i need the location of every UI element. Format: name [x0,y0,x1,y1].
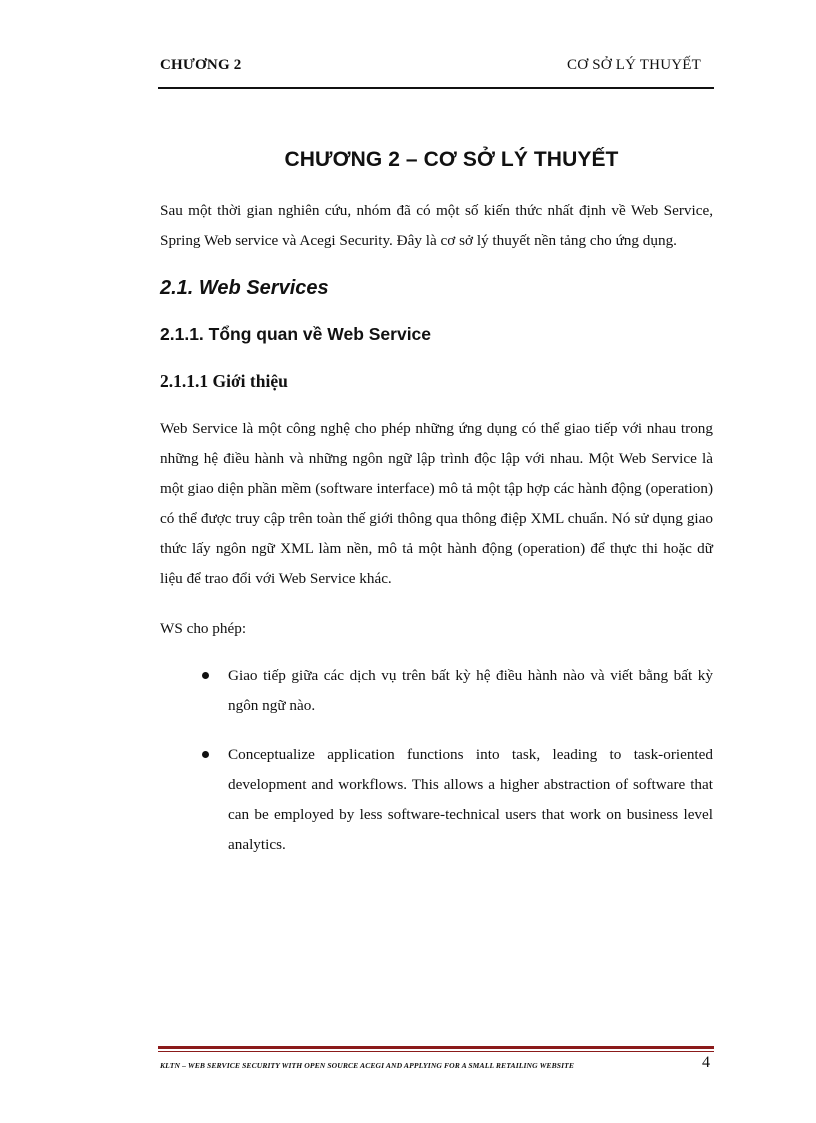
page-number: 4 [702,1054,710,1071]
header-chapter-topic: CƠ SỞ LÝ THUYẾT [567,57,701,73]
subsubsection-heading: 2.1.1.1 Giới thiệu [160,371,288,391]
bullet-icon [202,672,209,679]
page-header [160,57,714,89]
header-divider [158,87,714,89]
ws-label: WS cho phép: [160,620,247,637]
bullet-icon [202,751,209,758]
footer-divider-thick [158,1046,714,1049]
bullet-text: Conceptualize application functions into task, leading to task-oriented development and workflows. This allows a higher abstraction of software that can be employed by less software-technical users that work on business level analytics. [228,746,713,853]
footer-title: KLTN – WEB SERVICE SECURITY WITH OPEN SOURCE ACEGI AND APPLYING FOR A SMALL RETAILING WEBSITE [160,1061,575,1070]
bullet-list [202,661,713,860]
section-heading: 2.1. Web Services [160,277,329,299]
chapter-title: CHƯƠNG 2 – CƠ SỞ LÝ THUYẾT [284,148,619,171]
intro-paragraph: Sau một thời gian nghiên cứu, nhóm đã có một số kiến thức nhất định về Web Service, Spring Web service và Acegi Security. Đây là cơ sở lý thuyết nền tảng cho ứng dụng. [160,202,713,249]
list-item [202,661,713,721]
subsection-heading: 2.1.1. Tổng quan về Web Service [160,324,432,344]
header-chapter-label: CHƯƠNG 2 [160,57,242,73]
list-item [202,740,713,860]
body-paragraph: Web Service là một công nghệ cho phép những ứng dụng có thể giao tiếp với nhau trong những hệ điều hành và những ngôn ngữ lập trình độc lập với nhau. Một Web Service là một giao diện phần mềm (software interface) mô tả một tập hợp các hành động (operation) có thể được truy cập trên toàn thế giới thông qua thông điệp XML chuẩn. Nó sử dụng giao thức lấy ngôn ngữ XML làm nền, mô tả một hành động (operation) để thực thi hoặc dữ liệu để trao đổi với Web Service khác. [160,420,713,587]
footer-divider-thin [158,1051,714,1052]
bullet-text: Giao tiếp giữa các dịch vụ trên bất kỳ hệ điều hành nào và viết bằng bất kỳ ngôn ngữ nào. [228,667,713,714]
page-content [160,148,713,879]
